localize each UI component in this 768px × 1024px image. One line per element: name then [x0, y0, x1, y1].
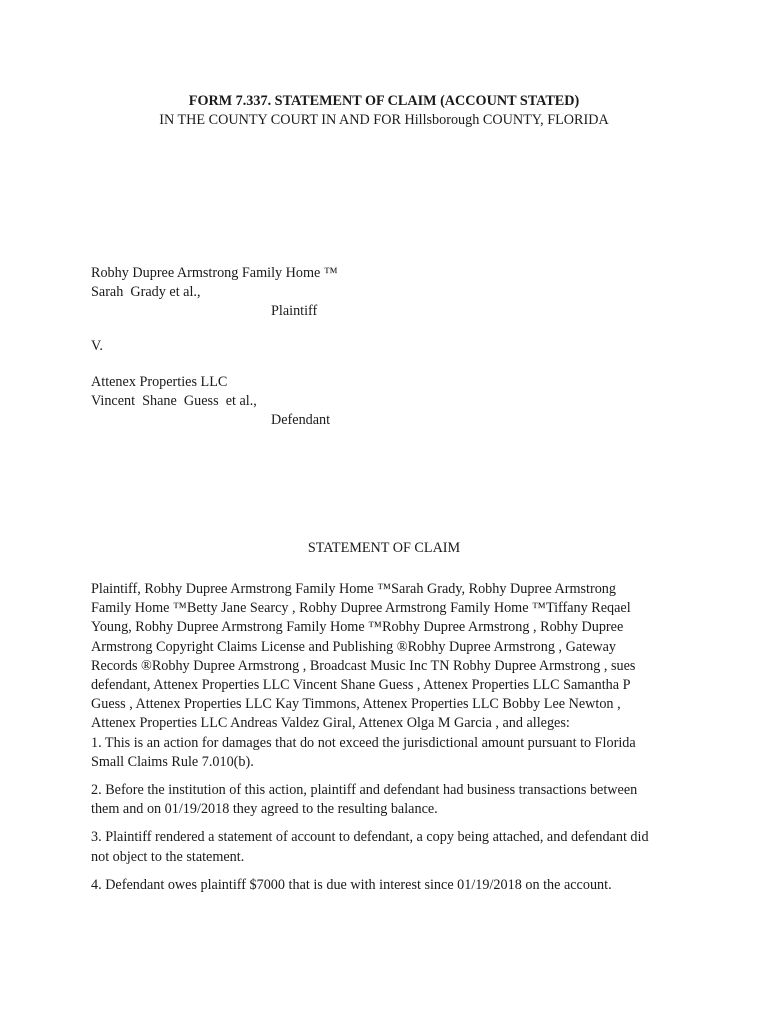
- paragraph-3: 3. Plaintiff rendered a statement of account to defendant, a copy being attached, and defendant did not object to the statement.: [91, 829, 649, 865]
- intro-paragraph: Plaintiff, Robhy Dupree Armstrong Family Home ™Sarah Grady, Robhy Dupree Armstrong Family Home ™Betty Jane Searcy , Robhy Dupree Armstrong Family Home ™Tiffany Reqael Young, Robhy Dupree Armstrong Family Home ™Robhy Dupree Armstrong , Robhy Dupree Armstrong Copyright Claims License and Publishing ®Robhy Dupree Armstrong , Gateway Records ®Robhy Dupree Armstrong , Broadcast Music Inc TN Robhy Dupree Armstrong , sues defendant, Attenex Properties LLC Vincent Shane Guess , Attenex Properties LLC Samantha P Guess , Attenex Properties LLC Kay Timmons, Attenex Properties LLC Bobby Lee Newton , Attenex Properties LLC Andreas Valdez Giral, Attenex Olga M Garcia , and alleges:: [91, 581, 636, 732]
- paragraph-4: 4. Defendant owes plaintiff $7000 that is due with interest since 01/19/2018 on the account.: [91, 876, 612, 893]
- defendant-name-line2: Vincent Shane Guess et al.,: [91, 393, 257, 409]
- paragraph-2: 2. Before the institution of this action, plaintiff and defendant had business transactions between them and on 01/19/2018 they agreed to the resulting balance.: [91, 782, 638, 818]
- plaintiff-name-line1: Robhy Dupree Armstrong Family Home ™: [91, 265, 338, 281]
- claim-body: [91, 580, 651, 904]
- paragraph-1: 1. This is an action for damages that do not exceed the jurisdictional amount pursuant to Florida Small Claims Rule 7.010(b).: [91, 734, 636, 770]
- defendant-role-label: Defendant: [271, 412, 331, 428]
- plaintiff-role-label: Plaintiff: [271, 303, 318, 319]
- document-header: [0, 92, 768, 130]
- form-title: FORM 7.337. STATEMENT OF CLAIM (ACCOUNT STATED): [188, 93, 580, 109]
- defendant-name-line1: Attenex Properties LLC: [91, 374, 228, 390]
- versus-label: V.: [91, 338, 103, 354]
- plaintiff-name-line2: Sarah Grady et al.,: [91, 284, 201, 300]
- court-line: IN THE COUNTY COURT IN AND FOR Hillsborough COUNTY, FLORIDA: [159, 112, 609, 128]
- statement-heading: STATEMENT OF CLAIM: [307, 540, 461, 556]
- case-caption: [91, 264, 691, 430]
